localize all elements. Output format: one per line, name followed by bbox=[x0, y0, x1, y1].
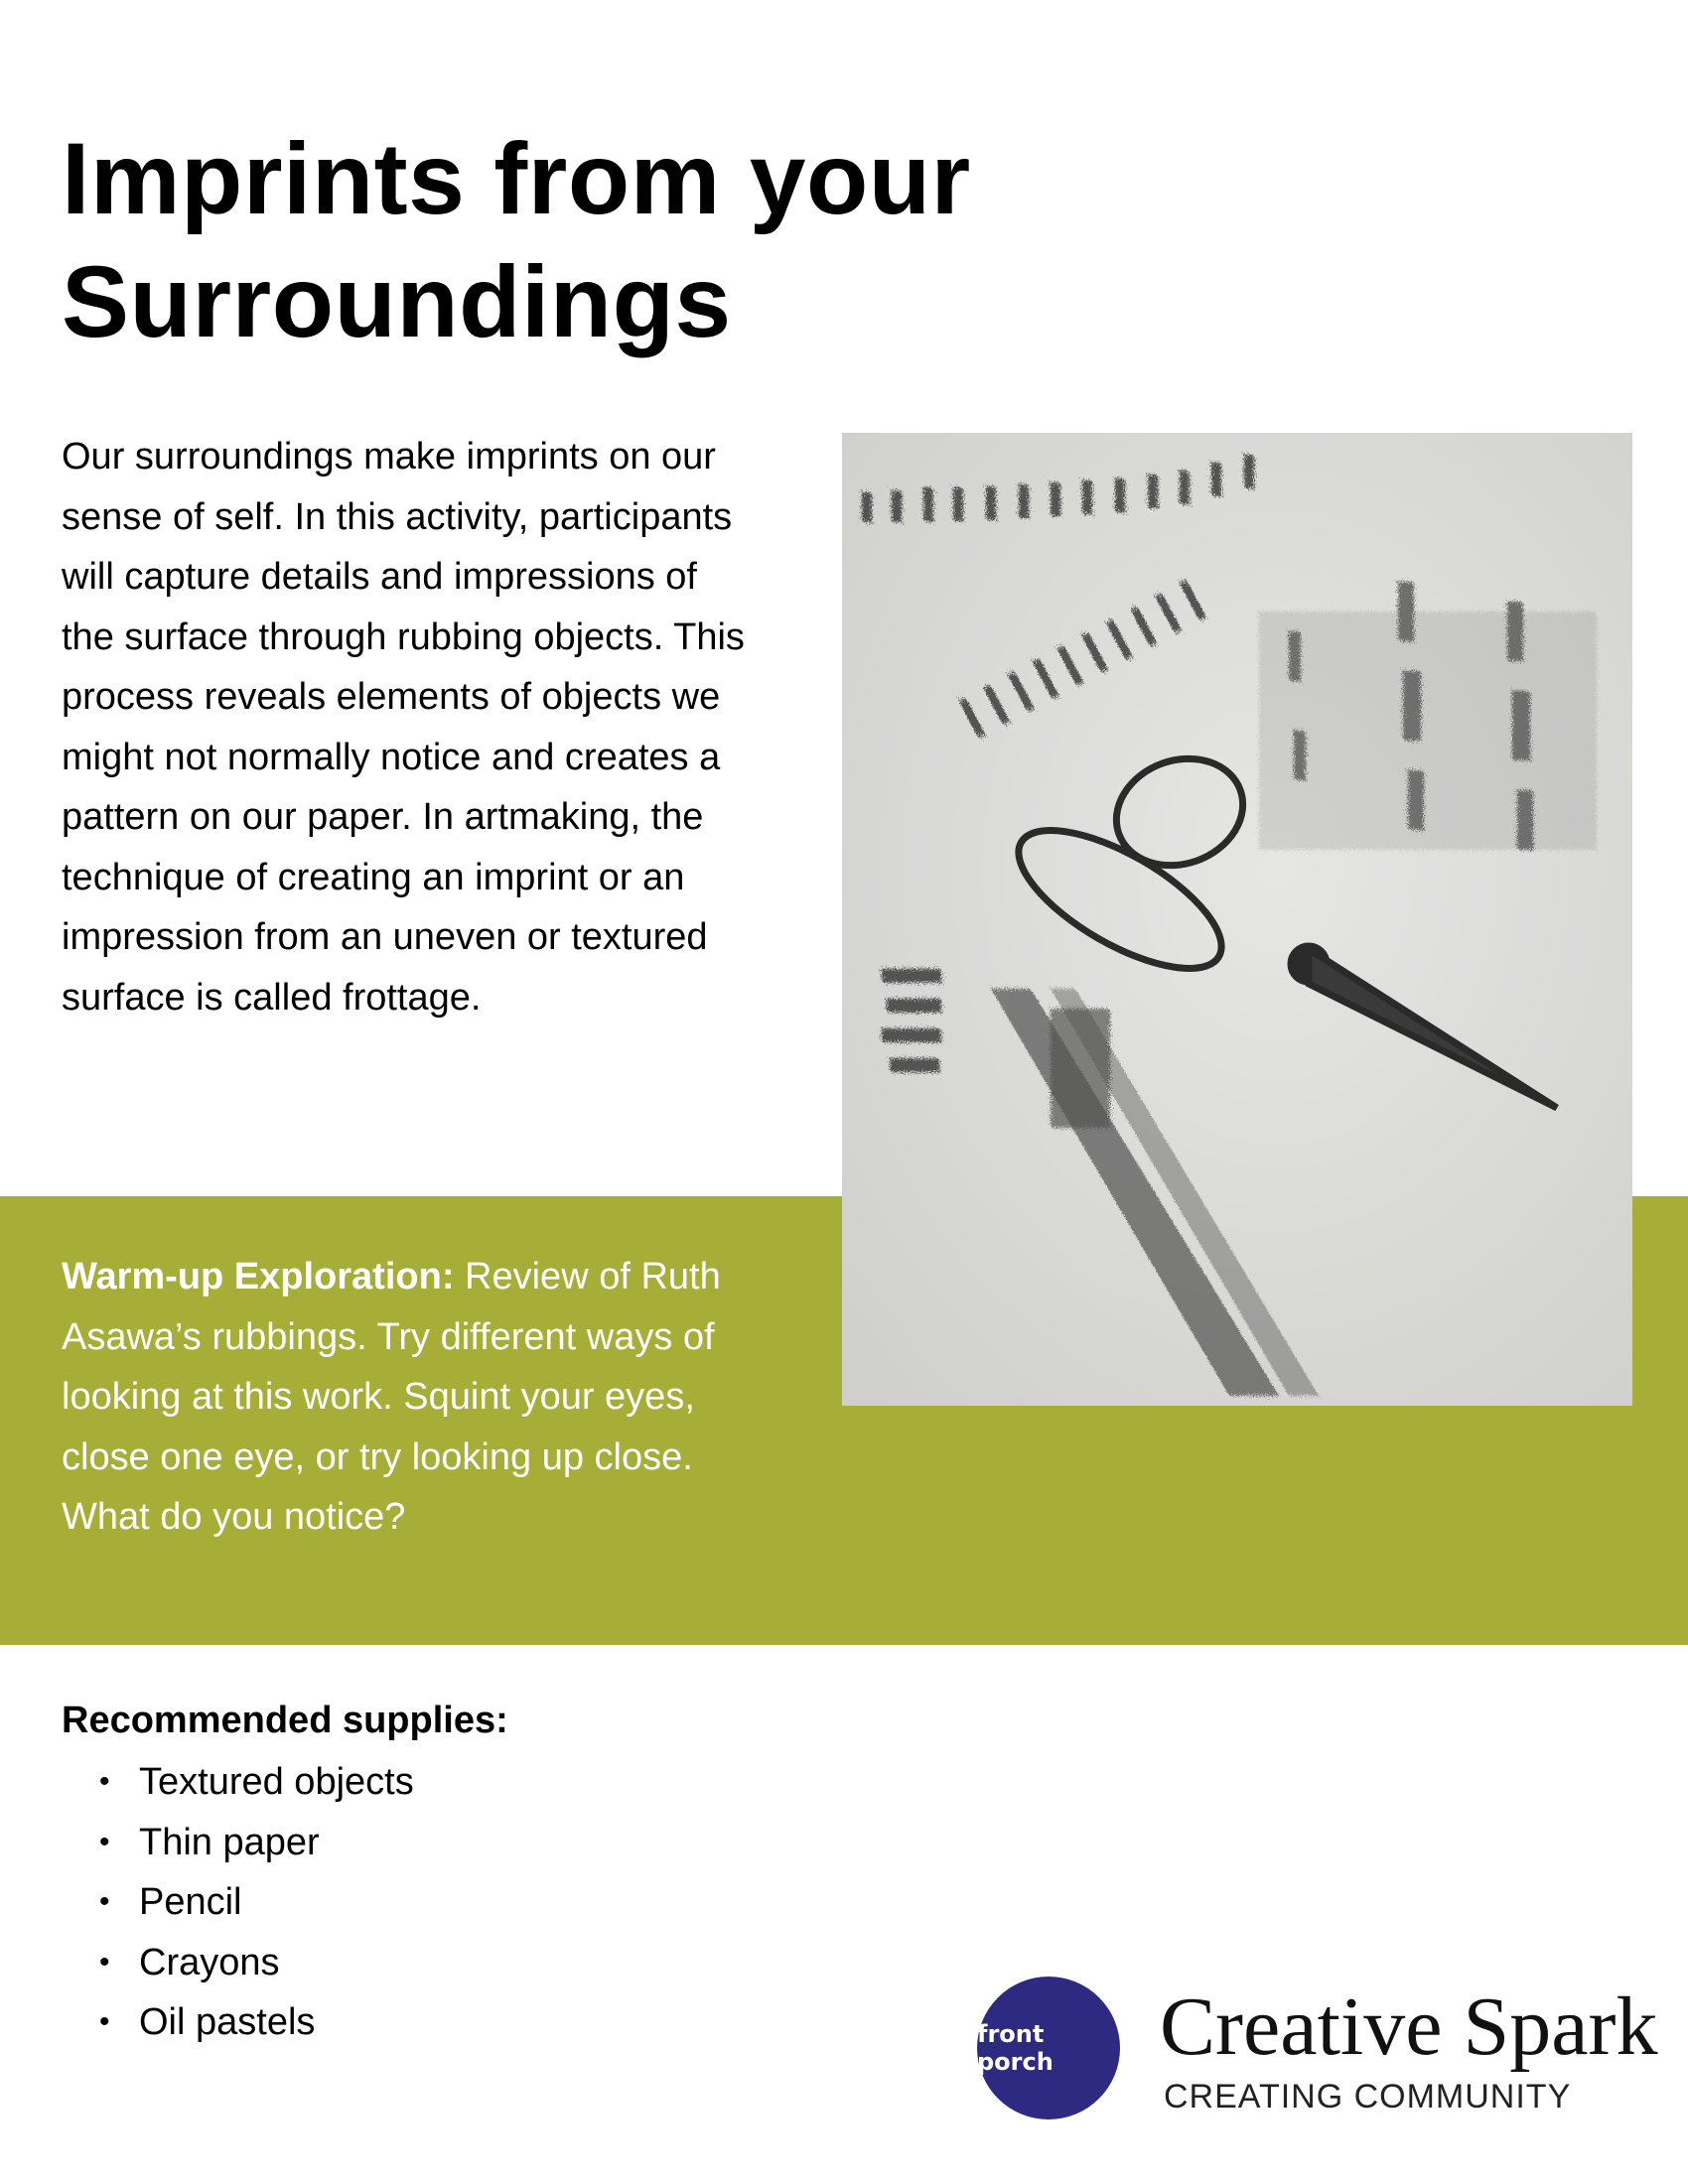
bullet: • bbox=[99, 1885, 110, 1918]
supply-item: Oil pastels bbox=[139, 2001, 316, 2043]
bullet: • bbox=[99, 1765, 110, 1798]
frottage-rubbing-image bbox=[842, 433, 1632, 1406]
warmup-text: Review of Ruth Asawa’s rubbings. Try different ways of looking at this work. Squint your eyes, close one eye, or try looking up close. What do you notice? bbox=[62, 1256, 721, 1538]
supplies-heading: Recommended supplies: bbox=[62, 1700, 508, 1741]
warmup-label: Warm-up Exploration: bbox=[62, 1256, 455, 1297]
front-porch-logo bbox=[977, 1977, 1120, 2119]
title-line-2: Surroundings bbox=[62, 245, 732, 358]
supply-item: Thin paper bbox=[139, 1821, 320, 1863]
supply-item: Pencil bbox=[139, 1881, 242, 1923]
rubbing-patch-right bbox=[1259, 582, 1597, 850]
bullet: • bbox=[99, 1945, 110, 1979]
creative-spark-wordmark: Creative Spark bbox=[1160, 1980, 1658, 2073]
list-item bbox=[62, 1752, 414, 1813]
list-item bbox=[62, 1933, 414, 1993]
supply-item: Crayons bbox=[139, 1941, 280, 1983]
front-porch-logo-text: front porch bbox=[977, 2020, 1054, 2076]
list-item bbox=[62, 1872, 414, 1933]
supplies-list bbox=[62, 1752, 414, 2053]
bullet: • bbox=[99, 2005, 110, 2038]
page-title bbox=[62, 117, 1154, 363]
warmup-paragraph bbox=[62, 1247, 776, 1548]
intro-paragraph: Our surroundings make imprints on our sense of self. In this activity, participants will capture details and impressions of the surface through rubbing objects. This process reveals elements of objects we might not normally notice and creates a pattern on our paper. In artmaking, the technique of creating an imprint or an impression from an uneven or textured surface is called frottage. bbox=[62, 436, 745, 1019]
frottage-photo bbox=[842, 433, 1632, 1406]
list-item bbox=[62, 1992, 414, 2053]
supply-item: Textured objects bbox=[139, 1761, 414, 1803]
bullet: • bbox=[99, 1825, 110, 1858]
title-line-1: Imprints from your bbox=[62, 122, 971, 235]
list-item bbox=[62, 1813, 414, 1873]
creating-community-tagline: CREATING COMMUNITY bbox=[1164, 2078, 1572, 2116]
